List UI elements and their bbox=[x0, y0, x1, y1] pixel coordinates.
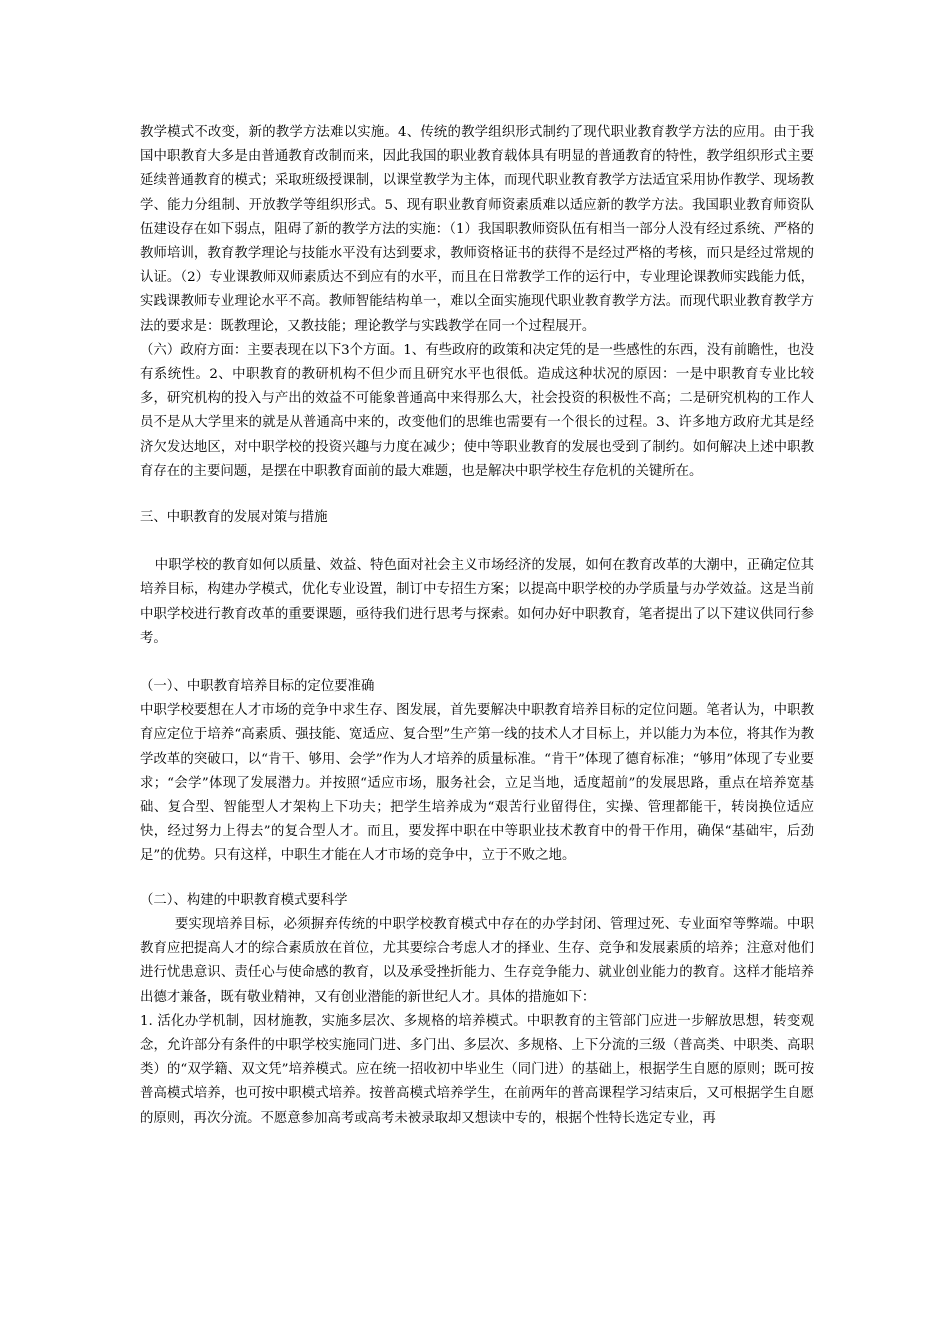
paragraph-education-model: 要实现培养目标，必须摒弃传统的中职学校教育模式中存在的办学封闭、管理过死、专业面窄等弊端。中职教育应把提高人才的综合素质放在首位，尤其要综合考虑人才的择业、生存、竞争和发展素质的培养；注意对他们进行忧患意识、责任心与使命感的教育，以及承受挫折能力、生存竞争能力、就业创业能力的教育。这样才能培养出德才兼备，既有敬业精神，又有创业潜能的新世纪人才。具体的措施如下： bbox=[140, 916, 814, 1005]
paragraph-government: （六）政府方面：主要表现在以下3个方面。1、有些政府的政策和决定凭的是一些感性的东西，没有前瞻性，也没有系统性。2、中职教育的教研机构不但少而且研究水平也很低。造成这种状况的原因：一是中职教育专业比较多，研究机构的投入与产出的效益不可能象普通高中来得那么大，社会投资的积极性不高；二是研究机构的工作人员不是从大学里来的就是从普通高中来的，改变他们的思维也需要有一个很长的过程。3、许多地方政府尤其是经济欠发达地区，对中职学校的投资兴趣与力度在减少；使中等职业教育的发展也受到了制约。如何解决上述中职教育存在的主要问题，是摆在中职教育面前的最大难题，也是解决中职学校生存危机的关键所在。 bbox=[140, 342, 814, 479]
subheading-goal-positioning: （一）、中职教育培养目标的定位要准确 bbox=[140, 679, 375, 695]
section-heading-three: 三、中职教育的发展对策与措施 bbox=[140, 510, 328, 526]
paragraph-intro-measures: 中职学校的教育如何以质量、效益、特色面对社会主义市场经济的发展，如何在教育改革的大潮中，正确定位其培养目标，构建办学模式，优化专业设置，制订中专招生方案；以提高中职学校的办学质量与办学效益。这是当前中职学校进行教育改革的重要课题，亟待我们进行思考与探索。如何办好中职教育，笔者提出了以下建议供同行参考。 bbox=[140, 558, 814, 646]
document-page bbox=[140, 121, 814, 1131]
paragraph-goal-positioning: 中职学校要想在人才市场的竞争中求生存、图发展，首先要解决中职教育培养目标的定位问题。笔者认为，中职教育应定位于培养“高素质、强技能、宽适应、复合型”生产第一线的技术人才目标上，并以能力为本位，将其作为教学改革的突破口，以“肯干、够用、会学”作为人才培养的质量标准。“肯干”体现了德育标准；“够用”体现了专业要求；“会学”体现了发展潜力。并按照“适应市场，服务社会，立足当地，适度超前”的发展思路，重点在培养宽基础、复合型、智能型人才架构上下功夫；把学生培养成为“艰苦行业留得住，实操、管理都能干，转岗换位适应快，经过努力上得去”的复合型人才。而且，要发挥中职在中等职业技术教育中的骨干作用，确保“基础牢，后劲足”的优势。只有这样，中职生才能在人才市场的竞争中，立于不败之地。 bbox=[140, 703, 814, 864]
paragraph-teaching-methods: 教学模式不改变，新的教学方法难以实施。4、传统的教学组织形式制约了现代职业教育教学方法的应用。由于我国中职教育大多是由普通教育改制而来，因此我国的职业教育载体具有明显的普通教育的特性，教学组织形式主要延续普通教育的模式；采取班级授课制，以课堂教学为主体，而现代职业教育教学方法适宜采用协作教学、现场教学、能力分组制、开放教学等组织形式。5、现有职业教育师资素质难以适应新的教学方法。我国职业教育师资队伍建设存在如下弱点，阻碍了新的教学方法的实施：（1）我国职教师资队伍有相当一部分人没有经过系统、严格的教师培训，教育教学理论与技能水平没有达到要求，教师资格证书的获得不是经过严格的考核，而只是经过常规的认证。（2）专业课教师双师素质达不到应有的水平，而且在日常教学工作的运行中，专业理论课教师实践能力低，实践课教师专业理论水平不高。教师智能结构单一，难以全面实施现代职业教育教学方法。而现代职业教育教学方法的要求是：既教理论，又教技能；理论教学与实践教学在同一个过程展开。 bbox=[140, 125, 814, 334]
subheading-education-model: （二）、构建的中职教育模式要科学 bbox=[140, 892, 348, 908]
paragraph-measure-one: 1. 活化办学机制，因材施教，实施多层次、多规格的培养模式。中职教育的主管部门应进一步解放思想，转变观念，允许部分有条件的中职学校实施同门进、多门出、多层次、多规格、上下分流的三级（普高类、中职类、高职类）的“双学籍、双文凭”培养模式。应在统一招收初中毕业生（同门进）的基础上，根据学生自愿的原则；既可按普高模式培养，也可按中职模式培养。按普高模式培养学生，在前两年的普高课程学习结束后，又可根据学生自愿的原则，再次分流。不愿意参加高考或高考未被录取却又想读中专的，根据个性特长选定专业，再 bbox=[140, 1013, 814, 1126]
